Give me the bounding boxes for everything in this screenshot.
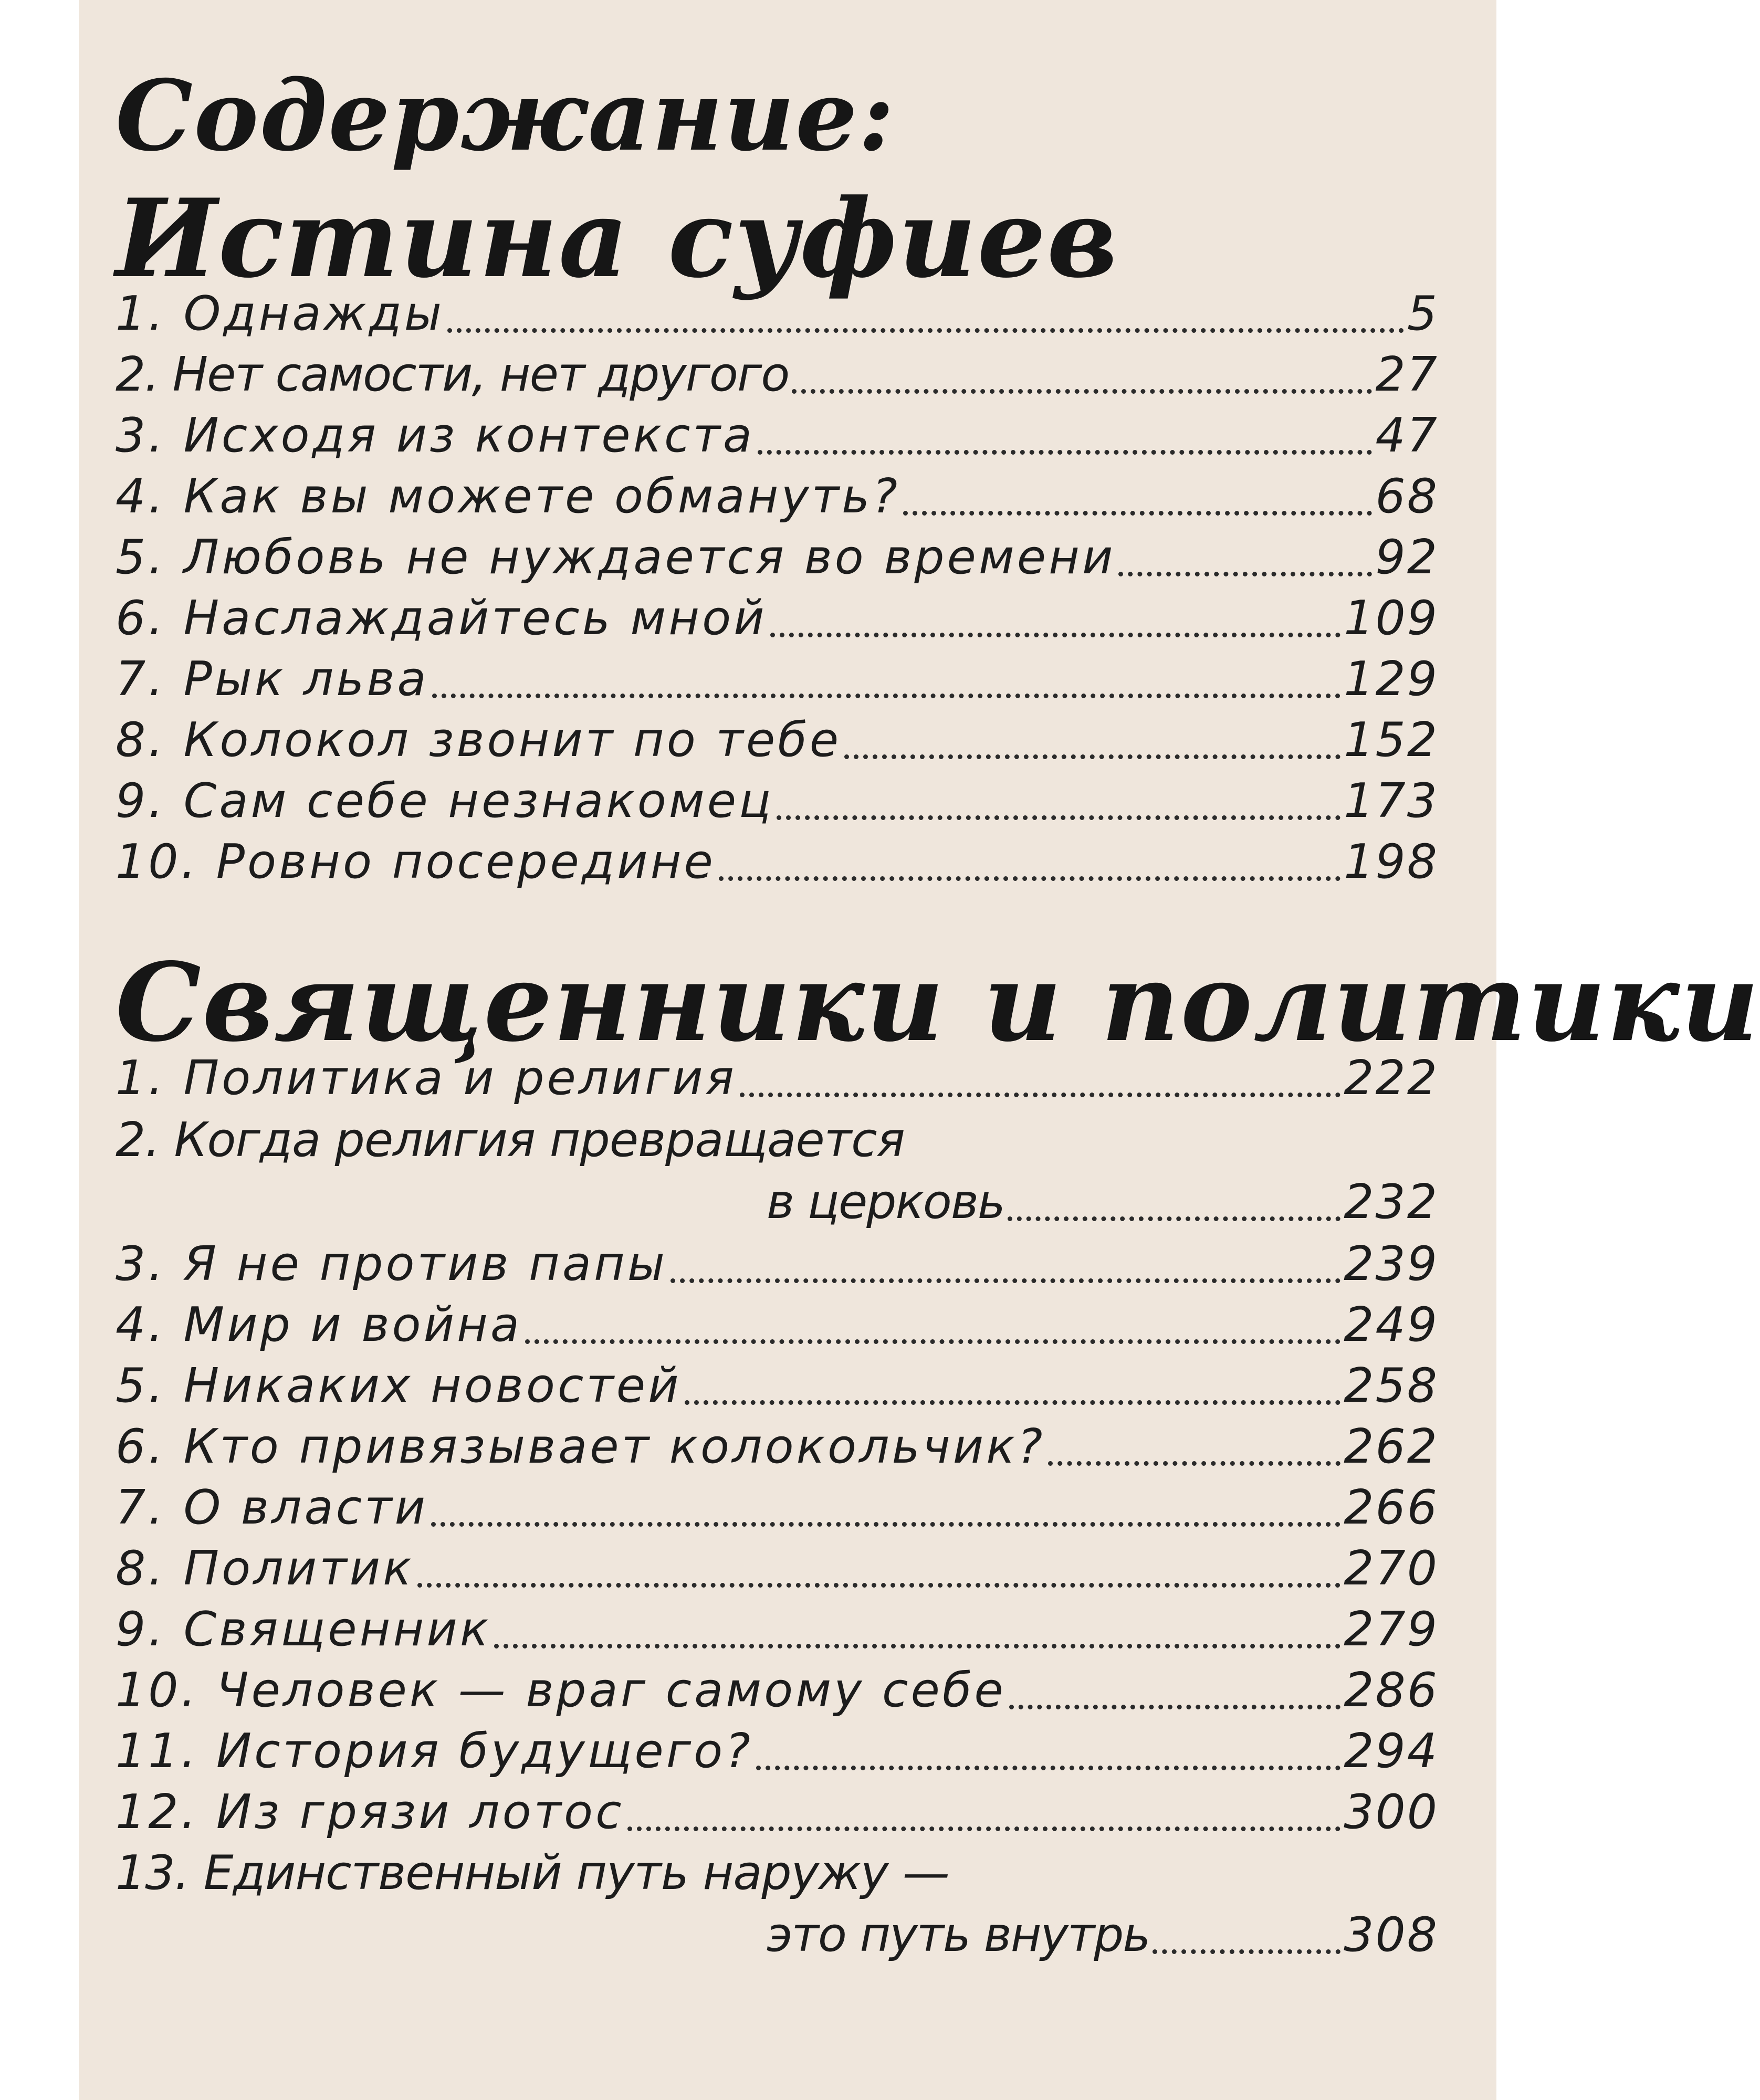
toc-entry-label: 10. Человек — враг самому себе — [116, 1663, 1006, 1718]
toc-entry-page: 152 — [1344, 712, 1439, 768]
dot-leader — [770, 633, 1341, 637]
toc-entry — [116, 466, 1439, 527]
toc-entry — [116, 1782, 1439, 1843]
toc-entry-label: 2. Нет самости, нет другого — [116, 347, 789, 402]
toc-entry-label: 7. Рык льва — [116, 652, 429, 707]
toc-entry — [116, 1538, 1439, 1599]
toc-entry — [116, 1477, 1439, 1538]
toc-entry — [116, 588, 1439, 649]
dot-leader — [740, 1093, 1340, 1097]
dot-leader — [627, 1826, 1341, 1831]
dot-leader — [417, 1583, 1341, 1588]
toc-entry-page: 47 — [1375, 408, 1439, 463]
toc-entry-page: 109 — [1344, 591, 1439, 646]
toc-entry-label: 5. Никаких новостей — [116, 1358, 682, 1413]
toc-entry — [116, 832, 1439, 892]
toc-entry-page: 68 — [1375, 469, 1439, 524]
toc-entry-label: 3. Исходя из контекста — [116, 408, 755, 463]
section-title-priests: Священники и политики — [116, 940, 1760, 1066]
dot-leader — [719, 876, 1340, 881]
toc-entry-page: 129 — [1344, 652, 1439, 707]
toc-entry-page: 266 — [1344, 1480, 1439, 1535]
toc-entry-page: 294 — [1344, 1724, 1439, 1779]
toc-entry-label: 1. Однажды — [116, 286, 444, 341]
dot-leader — [671, 1278, 1340, 1283]
toc-entry-page: 262 — [1344, 1419, 1439, 1474]
toc-entry-page: 222 — [1344, 1051, 1439, 1106]
toc-entry — [116, 1356, 1439, 1416]
dot-leader — [447, 328, 1404, 333]
toc-entry — [116, 1048, 1439, 1109]
dot-leader — [1008, 1216, 1340, 1221]
toc-entry — [116, 344, 1439, 405]
toc-entry-label: 8. Колокол звонит по тебе — [116, 712, 842, 768]
toc-entry-page: 258 — [1344, 1358, 1439, 1413]
toc-entry — [116, 1660, 1439, 1721]
toc-entry — [116, 710, 1439, 771]
toc-entry-label: 2. Когда религия превращается — [116, 1112, 905, 1168]
toc-entry-continuation: в церковь — [767, 1174, 1004, 1230]
dot-leader — [758, 450, 1372, 455]
dot-leader — [1048, 1461, 1340, 1466]
toc-entry-label: 10. Ровно посередине — [116, 834, 716, 889]
toc-entry — [116, 649, 1439, 710]
section-title-sufi: Истина суфиев — [116, 176, 1119, 302]
toc-entry — [116, 1721, 1439, 1782]
toc-entry-label: 13. Единственный путь наружу — — [116, 1845, 949, 1900]
toc-entry-label: 12. Из грязи лотос — [116, 1784, 624, 1840]
dot-leader — [903, 511, 1372, 516]
toc-entry-continuation: это путь внутрь — [767, 1907, 1150, 1962]
toc-entry-page: 239 — [1344, 1236, 1439, 1292]
dot-leader — [685, 1400, 1341, 1405]
toc-entry-label: 6. Наслаждайтесь мной — [116, 591, 767, 646]
toc-entry-label: 7. О власти — [116, 1480, 428, 1535]
dot-leader — [777, 815, 1340, 820]
dot-leader — [431, 1522, 1340, 1527]
dot-leader — [432, 694, 1341, 698]
dot-leader — [1009, 1705, 1341, 1709]
toc-entry — [116, 284, 1439, 344]
toc-entry — [116, 527, 1439, 588]
dot-leader — [525, 1339, 1340, 1344]
toc-entry-label: 6. Кто привязывает колокольчик? — [116, 1419, 1045, 1474]
toc-entry — [116, 1234, 1439, 1295]
toc-entry — [116, 771, 1439, 832]
toc-entry-page: 270 — [1344, 1541, 1439, 1596]
dot-leader — [1153, 1949, 1340, 1954]
toc-entry-page: 300 — [1344, 1784, 1439, 1840]
dot-leader — [756, 1766, 1340, 1770]
toc-entry-page: 27 — [1375, 347, 1439, 402]
toc-entry-page: 279 — [1344, 1602, 1439, 1657]
toc-entry-label: 3. Я не против папы — [116, 1236, 667, 1292]
toc-entry-label: 8. Политик — [116, 1541, 414, 1596]
toc-entry — [116, 1905, 1439, 1966]
dot-leader — [494, 1644, 1340, 1648]
toc-entry — [116, 1172, 1439, 1233]
dot-leader — [792, 389, 1372, 394]
toc-entry-page: 198 — [1344, 834, 1439, 889]
toc-entry-page: 232 — [1344, 1174, 1439, 1230]
toc-entry — [116, 1416, 1439, 1477]
toc-entry — [116, 405, 1439, 466]
toc-entry-label: 4. Мир и война — [116, 1297, 522, 1352]
toc-entry-page: 286 — [1344, 1663, 1439, 1718]
toc-entry-label: 9. Священник — [116, 1602, 491, 1657]
toc-entry-label: 4. Как вы можете обмануть? — [116, 469, 900, 524]
toc-entry-page: 249 — [1344, 1297, 1439, 1352]
contents-heading: Содержание: — [116, 58, 896, 173]
toc-entry — [116, 1599, 1439, 1660]
book-page — [79, 0, 1760, 2100]
toc-entry-page: 308 — [1344, 1907, 1439, 1962]
toc-entry-label: 11. История будущего? — [116, 1724, 753, 1779]
toc-entry-label: 5. Любовь не нуждается во времени — [116, 530, 1116, 585]
toc-entry-page: 173 — [1344, 773, 1439, 828]
toc-entry-label: 1. Политика и религия — [116, 1051, 737, 1106]
toc-entry-label: 9. Сам себе незнакомец — [116, 773, 774, 828]
dot-leader — [1118, 572, 1372, 576]
toc-entry-page: 92 — [1375, 530, 1439, 585]
toc-entry-page: 5 — [1407, 286, 1439, 341]
toc-entry — [116, 1295, 1439, 1356]
dot-leader — [844, 754, 1340, 759]
